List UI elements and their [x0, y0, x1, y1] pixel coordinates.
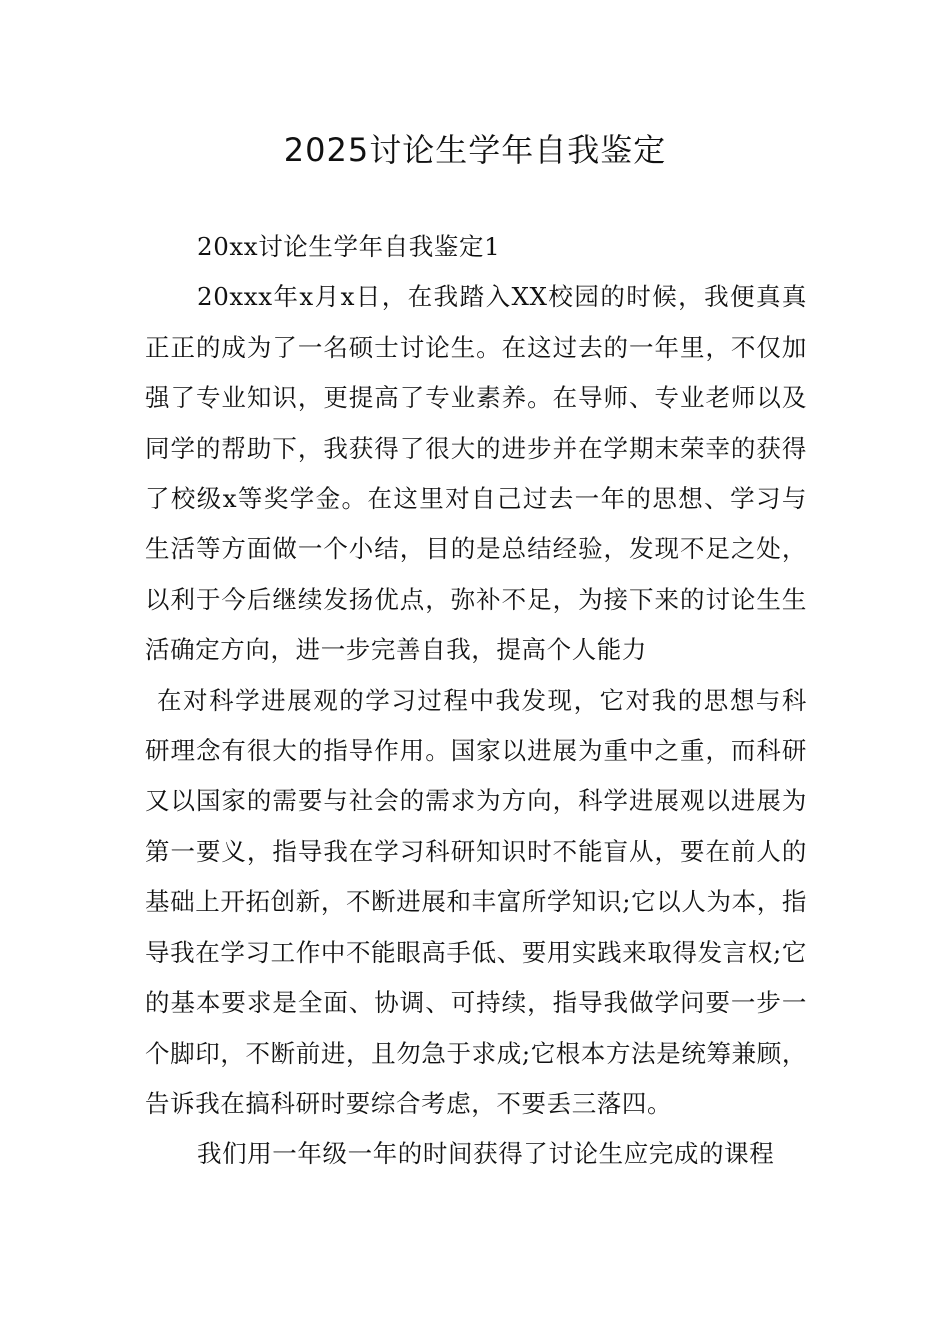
document-title: 2025讨论生学年自我鉴定 [283, 131, 667, 169]
section-heading: 20xx讨论生学年自我鉴定1 [197, 232, 501, 261]
paragraph-intro: 20xxx年x月x日，在我踏入XX校园的时候，我便真真正正的成为了一名硕士讨论生。在这过去的一年里，不仅加强了专业知识，更提高了专业素养。在导师、专业老师以及同学的帮助下，我获得了很大的进步并在学期末荣幸的获得了校级x等奖学金。在这里对自己过去一年的思想、学习与生活等方面做一个小结，目的是总结经验，发现不足之处，以利于今后继续发扬优点，弥补不足，为接下来的讨论生生活确定方向，进一步完善自我，提高个人能力 [145, 282, 807, 665]
paragraph-scientific-development: 在对科学进展观的学习过程中我发现，它对我的思想与科研理念有很大的指导作用。国家以进展为重中之重，而科研又以国家的需要与社会的需求为方向，科学进展观以进展为第一要义，指导我在学习科研知识时不能盲从，要在前人的基础上开拓创新，不断进展和丰富所学知识;它以人为本，指导我在学习工作中不能眼高手低、要用实践来取得发言权;它的基本要求是全面、协调、可持续，指导我做学问要一步一个脚印，不断前进，且勿急于求成;它根本方法是统筹兼顾，告诉我在搞科研时要综合考虑，不要丢三落四。 [145, 685, 807, 1118]
paragraph-courses: 我们用一年级一年的时间获得了讨论生应完成的课程 [197, 1139, 775, 1169]
document-body [145, 222, 807, 1180]
